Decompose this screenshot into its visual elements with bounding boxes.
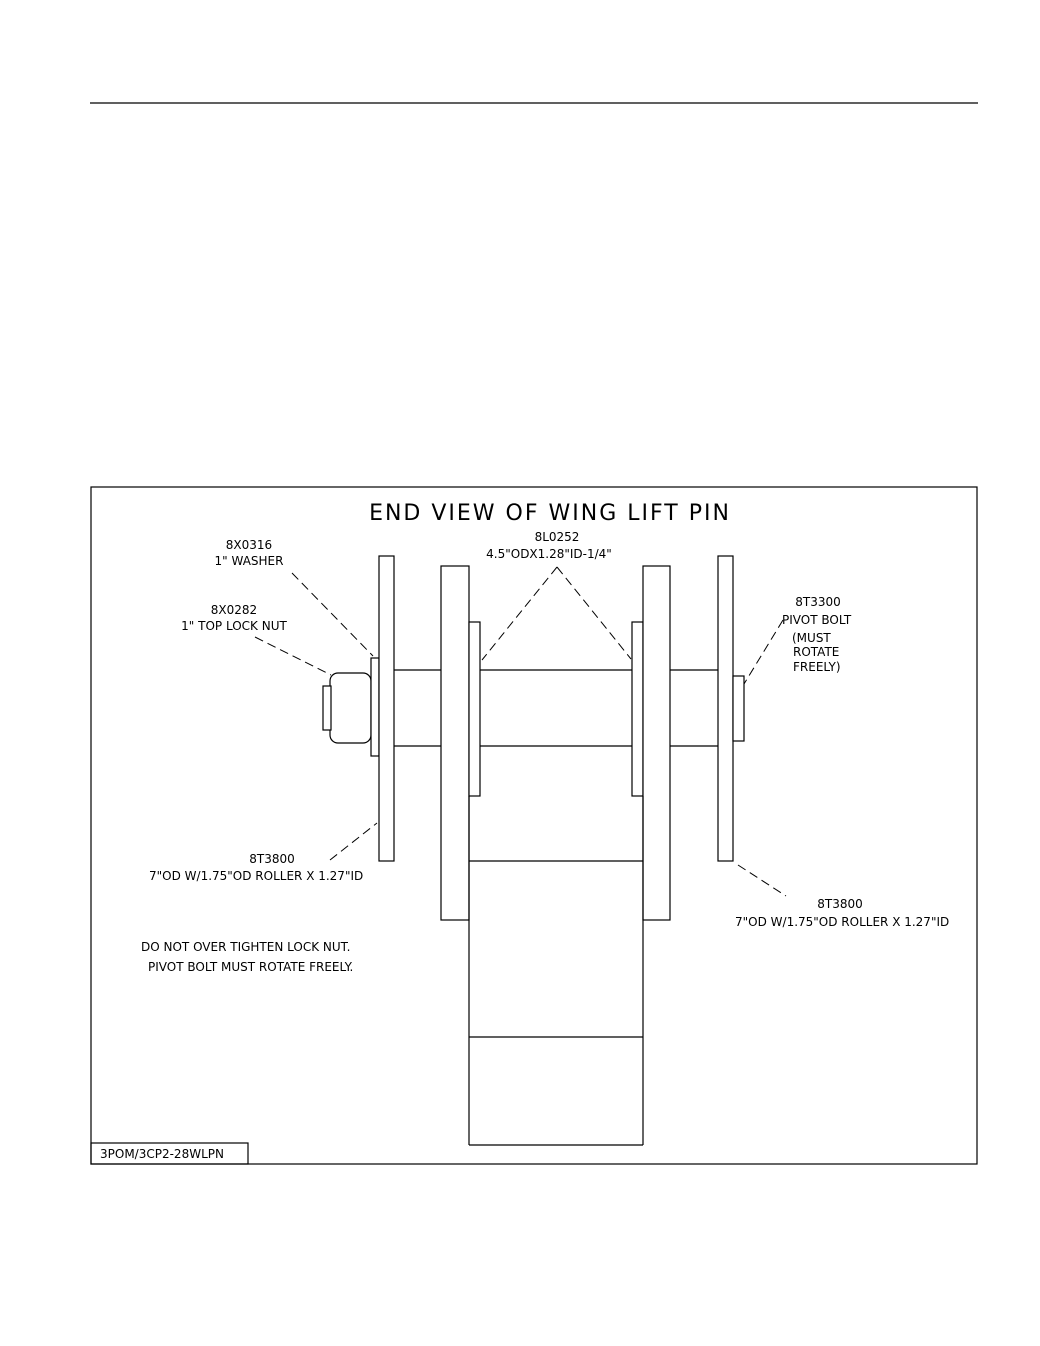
washer [371,658,379,756]
lock-nut-description: 1" TOP LOCK NUT [181,619,287,633]
pivot-bolt-note-line-1: (MUST [792,631,831,645]
roller-left-description: 7"OD W/1.75"OD ROLLER X 1.27"ID [149,869,364,883]
spacer-description: 4.5"ODX1.28"ID-1/4" [486,547,612,561]
drawing-frame [91,487,977,1164]
pivot-bolt-part-number: 8T3300 [795,595,841,609]
warning-line-1: DO NOT OVER TIGHTEN LOCK NUT. [141,940,351,954]
leader-lock-nut [255,637,331,675]
spacer-part-number: 8L0252 [534,530,580,544]
leader-washer [292,573,373,656]
spacer-right [632,622,643,796]
pivot-bolt-note-line-3: FREELY) [793,660,841,674]
frame-plate-left [441,566,469,920]
warning-line-2: PIVOT BOLT MUST ROTATE FREELY. [148,960,354,974]
leader-spacer-right [557,567,631,659]
roller-right [718,556,733,861]
pivot-bolt-note-line-2: ROTATE [793,645,840,659]
frame-plate-right [643,566,670,920]
washer-description: 1" WASHER [214,554,284,568]
roller-left-part-number: 8T3800 [249,852,295,866]
roller-left [379,556,394,861]
pivot-bolt-head [733,676,744,741]
leader-spacer-left [482,567,557,660]
washer-part-number: 8X0316 [225,538,273,552]
spacer-left [469,622,480,796]
lock-nut [330,673,371,743]
drawing-title: END VIEW OF WING LIFT PIN [369,501,731,526]
roller-right-description: 7"OD W/1.75"OD ROLLER X 1.27"ID [735,915,950,929]
lock-nut-end [323,686,331,730]
leader-roller-left [330,823,377,860]
lock-nut-part-number: 8X0282 [210,603,258,617]
drawing-number: 3POM/3CP2-28WLPN [100,1147,224,1161]
roller-right-part-number: 8T3800 [817,897,863,911]
pivot-bolt-description: PIVOT BOLT [782,613,852,627]
leader-pivot-bolt [744,620,783,684]
leader-roller-right [738,865,786,896]
